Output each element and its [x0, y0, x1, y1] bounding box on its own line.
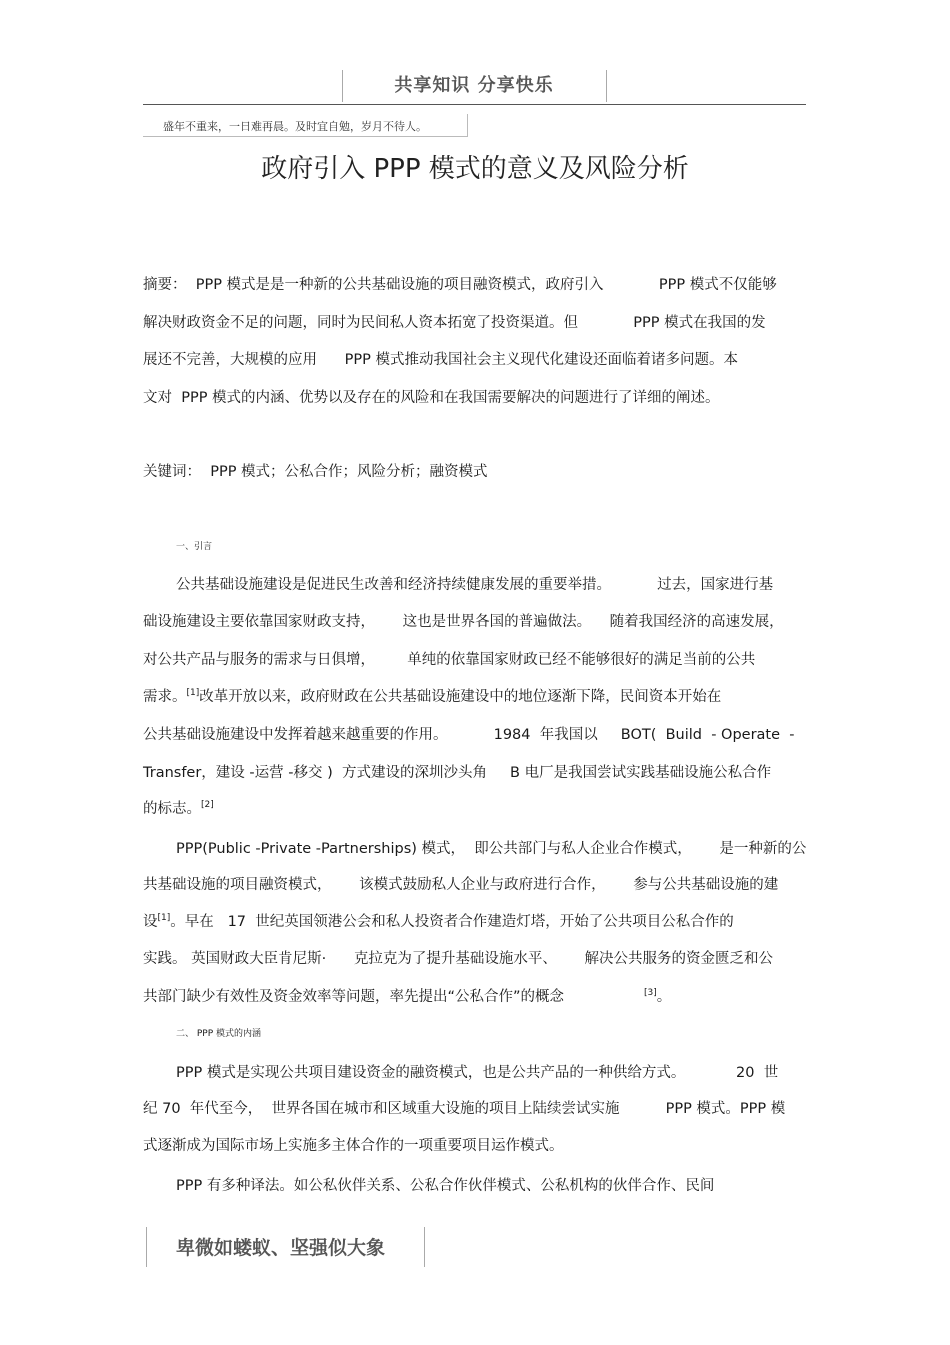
paragraph-line: PPP 有多种译法。如公私伙伴关系、公私合作伙伴模式、公私机构的伙伴合作、民间: [176, 1178, 715, 1194]
paragraph-line: PPP(Public -Private -Partnerships) 模式， 即公共部门与私人企业合作模式， 是一种新的公: [176, 841, 807, 857]
paragraph-line: 纪 70 年代至今， 世界各国在城市和区域重大设施的项目上陆续尝试实施 PPP 模式。PPP 模: [143, 1101, 786, 1117]
header-slogan: 共享知识 分享快乐: [394, 75, 554, 96]
paragraph-line: [143, 912, 806, 932]
text-run: 共部门缺少有效性及资金效率等问题，率先提出“公私合作”的概念: [143, 989, 565, 1005]
section-heading: 一、引言: [176, 542, 213, 552]
paragraph-line: PPP 模式是实现公共项目建设资金的融资模式，也是公共产品的一种供给方式。 20 世: [176, 1065, 779, 1081]
paragraph-line: [143, 799, 806, 819]
abstract-line: 文对 PPP 模式的内涵、优势以及存在的风险和在我国需要解决的问题进行了详细的阐述。: [143, 390, 720, 406]
footer-divider-right: [424, 1227, 425, 1267]
abstract-line: 解决财政资金不足的问题，同时为民间私人资本拓宽了投资渠道。但 PPP 模式在我国的发: [143, 315, 766, 331]
paragraph-line: 式逐渐成为国际市场上实施多主体合作的一项重要项目运作模式。: [143, 1138, 564, 1154]
paragraph-line: 实践。 英国财政大臣肯尼斯· 克拉克为了提升基础设施水平、 解决公共服务的资金匮乏和公: [143, 951, 774, 967]
paragraph-line: [143, 987, 806, 1007]
paragraph-line: 公共基础设施建设中发挥着越来越重要的作用。 1984 年我国以 BOT( Build - Operate -: [143, 727, 795, 743]
citation: [1]: [186, 688, 200, 698]
abstract-line: 展还不完善，大规模的应用 PPP 模式推动我国社会主义现代化建设还面临着诸多问题。本: [143, 352, 738, 368]
citation: [3]: [644, 988, 657, 998]
paragraph-line: [143, 687, 806, 707]
footer-slogan: 卑微如蝼蚁、坚强似大象: [176, 1237, 386, 1259]
footer-divider-left: [146, 1227, 147, 1267]
page-title: 政府引入 PPP 模式的意义及风险分析: [261, 154, 689, 184]
text-run: 。早在 17 世纪英国领港公会和私人投资者合作建造灯塔，开始了公共项目公私合作的: [170, 914, 734, 930]
text-run: 。: [656, 989, 672, 1005]
header-rule: [143, 104, 806, 105]
section-heading: 二、 PPP 模式的内涵: [176, 1029, 262, 1039]
keywords: 关键词： PPP 模式；公私合作；风险分析；融资模式: [143, 464, 488, 480]
paragraph-line: Transfer，建设 -运营 -移交 ) 方式建设的深圳沙头角 B 电厂是我国尝试实践基础设施公私合作: [143, 765, 772, 781]
text-run: 设: [143, 914, 158, 930]
text-run: 的标志。: [143, 801, 201, 817]
text-run: 需求。: [143, 689, 187, 705]
header-motto: 盛年不重来，一日难再晨。及时宜自勉，岁月不待人。: [163, 120, 427, 133]
paragraph-line: 公共基础设施建设是促进民生改善和经济持续健康发展的重要举措。 过去，国家进行基: [176, 577, 774, 593]
citation: [1]: [157, 913, 171, 923]
header-divider-right: [606, 70, 607, 102]
abstract-line: 摘要： PPP 模式是是一种新的公共基础设施的项目融资模式，政府引入 PPP 模式不仅能够: [143, 277, 777, 293]
paragraph-line: 共基础设施的项目融资模式， 该模式鼓励私人企业与政府进行合作， 参与公共基础设施的建: [143, 877, 779, 893]
paragraph-line: 对公共产品与服务的需求与日俱增， 单纯的依靠国家财政已经不能够很好的满足当前的公共: [143, 652, 756, 668]
paragraph-line: 础设施建设主要依靠国家财政支持， 这也是世界各国的普遍做法。 随着我国经济的高速发展，: [143, 614, 784, 630]
text-run: 改革开放以来，政府财政在公共基础设施建设中的地位逐渐下降，民间资本开始在: [199, 689, 722, 705]
citation: [2]: [201, 800, 214, 810]
